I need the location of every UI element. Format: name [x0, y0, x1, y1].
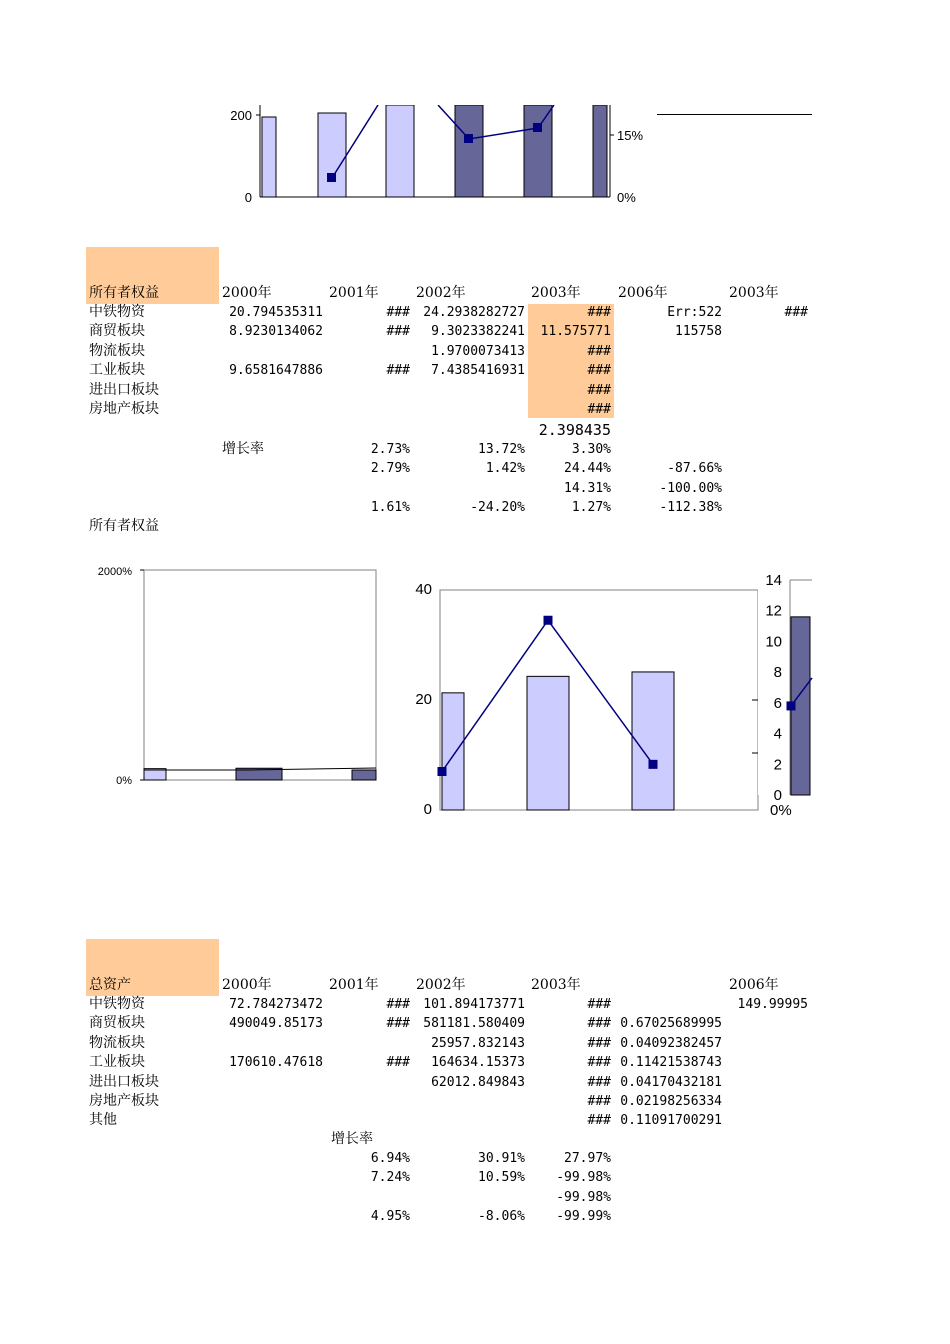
equity-cell-c2003: ###: [587, 363, 611, 379]
top-left-tick-0: 0: [244, 190, 252, 205]
chart3-tick: 0: [773, 787, 782, 804]
equity-growth-c2003: 1.27%: [571, 500, 611, 516]
equity-growth-c2006: -100.00%: [659, 480, 722, 496]
assets-cell-c2001: ###: [386, 997, 410, 1012]
assets-growth-c2002: 30.91%: [478, 1151, 525, 1166]
chart2-bar: [527, 676, 569, 810]
assets-growth-c2001: 6.94%: [370, 1151, 410, 1166]
equity-row-name: 商贸板块: [89, 323, 145, 340]
equity-growth-c2001: 2.73%: [370, 442, 410, 457]
assets-cell-c2000: 490049.85173: [229, 1016, 323, 1032]
assets-cell-c2003: ###: [587, 1035, 611, 1051]
assets-cell-ratio: 0.02198256334: [620, 1094, 722, 1109]
assets-cell-ratio: 0.04170432181: [620, 1074, 722, 1090]
assets-row-name: 其他: [89, 1112, 117, 1129]
top-bar-4: [455, 105, 483, 197]
equity-cell-c2003: ###: [587, 305, 611, 320]
equity-year-2006: 2006年: [618, 285, 668, 301]
equity-row-name: 工业板块: [89, 362, 145, 379]
assets-growth-c2002: -8.06%: [478, 1209, 525, 1225]
equity-growth-c2006: -87.66%: [667, 461, 722, 477]
equity-row-name: 中铁物资: [89, 304, 145, 320]
equity-cell-c2006: Err:522: [667, 305, 722, 320]
equity-extra-value: 2.398435: [538, 421, 611, 439]
assets-growth-c2002: 10.59%: [478, 1170, 525, 1186]
chart3-tick: 8: [773, 664, 782, 682]
equity-growth-chart: [90, 560, 390, 800]
equity-cell-c2002: 7.4385416931: [431, 363, 525, 379]
chart3-tick: 2: [773, 756, 782, 774]
equity-growth-c2002: 1.42%: [485, 461, 525, 477]
assets-cell-c2006: 149.99995: [737, 997, 808, 1012]
top-combo-chart: [210, 105, 660, 215]
top-bar-6: [593, 105, 607, 197]
assets-year-2006: 2006年: [729, 977, 779, 993]
assets-year-2000: 2000年: [222, 977, 272, 993]
assets-growth-label: 增长率: [331, 1131, 373, 1147]
equity-cell-c2002: 1.9700073413: [431, 343, 525, 359]
assets-row-name: 房地产板块: [89, 1093, 159, 1109]
equity-growth-label: 增长率: [222, 441, 264, 457]
equity-row-name: 物流板块: [89, 342, 145, 359]
assets-cell-c2002: 581181.580409: [423, 1016, 525, 1032]
assets-row-name: 商贸板块: [89, 1015, 145, 1032]
assets-year-2003: 2003年: [531, 977, 581, 993]
assets-cell-ratio: 0.11091700291: [620, 1113, 722, 1129]
assets-row-name: 物流板块: [89, 1034, 145, 1051]
chart3-tick: 10: [765, 633, 782, 651]
assets-cell-c2003: ###: [587, 1074, 611, 1090]
assets-growth-c2003: -99.98%: [556, 1170, 611, 1186]
equity-cell-c2001: ###: [386, 324, 410, 340]
equity-year-2003b: 2003年: [729, 285, 779, 301]
assets-cell-ratio: 0.67025689995: [620, 1016, 722, 1032]
equity-growth-c2002: -24.20%: [470, 500, 525, 516]
assets-row-name: 进出口板块: [89, 1073, 159, 1090]
top-point-1: [327, 173, 336, 182]
equity-growth-c2003: 14.31%: [564, 480, 611, 496]
top-right-rule: [657, 114, 812, 115]
assets-cell-c2000: 72.784273472: [229, 997, 323, 1012]
equity-cell-c2001: ###: [386, 363, 410, 379]
top-bar-2: [318, 113, 346, 197]
chart2-point: [649, 760, 658, 769]
chart2-point: [438, 767, 447, 776]
assets-cell-ratio: 0.04092382457: [620, 1035, 722, 1051]
equity-year-2001: 2001年: [329, 285, 379, 301]
equity-growth-c2003: 3.30%: [571, 442, 611, 457]
chart2-tick-20: 20: [415, 691, 432, 708]
top-right-tick-15: 15%: [617, 128, 644, 143]
chart3-tick: 6: [773, 694, 782, 712]
equity-row-name: 进出口板块: [89, 381, 159, 398]
assets-cell-c2001: ###: [386, 1055, 410, 1071]
assets-cell-ratio: 0.11421538743: [620, 1055, 722, 1071]
chart2-bar: [632, 672, 674, 810]
chart2-bar: [442, 693, 464, 810]
equity-growth-c2001: 2.79%: [370, 461, 410, 477]
equity-cell-c2000: 9.6581647886: [229, 363, 323, 379]
chart1-tick-top: 2000%: [97, 566, 132, 578]
assets-row-name: 工业板块: [89, 1054, 145, 1071]
assets-cell-c2003: ###: [587, 997, 611, 1012]
chart3-point: [787, 701, 796, 710]
equity-cell-c2003: ###: [587, 343, 611, 359]
chart2-tick-0: 0: [423, 801, 432, 818]
equity-year-2000: 2000年: [222, 285, 272, 301]
chart2-point: [544, 616, 553, 625]
top-bar-5: [524, 105, 552, 197]
top-bar-1: [262, 117, 276, 197]
equity-row-name: 房地产板块: [89, 401, 159, 417]
equity-cell-c2002: 9.3023382241: [431, 324, 525, 340]
assets-growth-c2001: 7.24%: [370, 1170, 410, 1186]
assets-cell-c2003: ###: [587, 1113, 611, 1129]
assets-year-2002: 2002年: [416, 977, 466, 993]
equity-footer-label: 所有者权益: [89, 518, 159, 534]
top-point-2: [464, 134, 473, 143]
assets-growth-c2003: 27.97%: [564, 1151, 611, 1166]
assets-year-2001: 2001年: [329, 977, 379, 993]
equity-cell-c2003: 11.575771: [540, 324, 611, 340]
equity-growth-c2006: -112.38%: [659, 500, 722, 516]
equity-cell-c2003: ###: [587, 402, 611, 417]
chart3-tick: 12: [765, 602, 782, 620]
top-right-tick-0: 0%: [617, 190, 636, 205]
assets-cell-c2002: 164634.15373: [431, 1055, 525, 1071]
chart1-bar: [352, 770, 376, 780]
equity-cell-c2003: ###: [587, 382, 611, 398]
top-point-3: [533, 123, 542, 132]
assets-cell-c2003: ###: [587, 1055, 611, 1071]
equity-title: 所有者权益: [89, 285, 159, 301]
chart3-tick: 14: [765, 572, 782, 589]
equity-cell-c2006: 115758: [675, 324, 722, 340]
equity-growth-c2002: 13.72%: [478, 442, 525, 457]
assets-cell-c2002: 101.894173771: [423, 997, 525, 1012]
assets-row-name: 中铁物资: [89, 996, 145, 1012]
assets-growth-c2003: -99.99%: [556, 1209, 611, 1225]
assets-cell-c2002: 62012.849843: [431, 1074, 525, 1090]
equity-cell-c2002: 24.2938282727: [423, 305, 525, 320]
chart1-tick-bottom: 0%: [116, 775, 132, 787]
assets-cell-c2002: 25957.832143: [431, 1035, 525, 1051]
equity-growth-c2003: 24.44%: [564, 461, 611, 477]
assets-growth-c2001: 4.95%: [370, 1209, 410, 1225]
equity-growth-c2001: 1.61%: [370, 500, 410, 516]
top-bar-3: [386, 105, 414, 197]
equity-year-2003: 2003年: [531, 285, 581, 301]
assets-growth-c2003: -99.98%: [556, 1189, 611, 1205]
assets-title: 总资产: [89, 977, 131, 993]
equity-cell-c2000: 8.9230134062: [229, 324, 323, 340]
equity-cell-c2001: ###: [386, 305, 410, 320]
equity-cell-c2000: 20.794535311: [229, 305, 323, 320]
top-left-tick-200: 200: [230, 108, 252, 123]
equity-cell-c2003b: ###: [784, 305, 808, 320]
equity-combo-chart: [400, 570, 820, 820]
equity-year-2002: 2002年: [416, 285, 466, 301]
assets-cell-c2003: ###: [587, 1094, 611, 1109]
assets-cell-c2003: ###: [587, 1016, 611, 1032]
chart3-tick: 4: [773, 725, 782, 743]
chart3-bottom-tick: 0%: [770, 802, 792, 819]
assets-cell-c2001: ###: [386, 1016, 410, 1032]
assets-cell-c2000: 170610.47618: [229, 1055, 323, 1071]
chart2-tick-40: 40: [415, 581, 432, 598]
